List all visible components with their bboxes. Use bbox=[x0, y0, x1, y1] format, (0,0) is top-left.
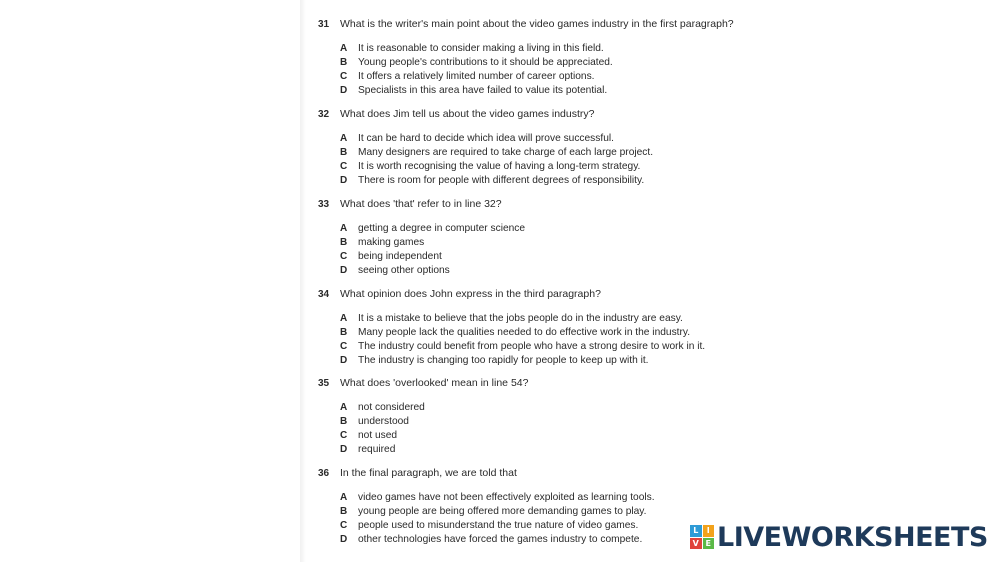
option-text: getting a degree in computer science bbox=[358, 223, 526, 234]
option-letter: C bbox=[340, 71, 348, 82]
option-text: It is worth recognising the value of having a long-term strategy. bbox=[358, 161, 641, 172]
logo-badge-letter: I bbox=[703, 525, 715, 537]
option-letter: C bbox=[340, 520, 348, 531]
question-33 bbox=[318, 198, 778, 279]
logo-badge-letter: L bbox=[690, 525, 702, 537]
option-a[interactable] bbox=[340, 402, 778, 416]
option-d[interactable] bbox=[340, 355, 778, 369]
option-d[interactable] bbox=[340, 265, 778, 279]
option-d[interactable] bbox=[340, 444, 778, 458]
question-text: What opinion does John express in the third paragraph? bbox=[340, 288, 601, 300]
option-d[interactable] bbox=[340, 175, 778, 189]
question-header bbox=[318, 288, 778, 302]
answer-options bbox=[340, 223, 778, 279]
option-c[interactable] bbox=[340, 251, 778, 265]
option-text: It offers a relatively limited number of career options. bbox=[358, 71, 595, 82]
option-text: people used to misunderstand the true nature of video games. bbox=[358, 520, 639, 531]
question-text: What is the writer's main point about the video games industry in the first paragraph? bbox=[340, 18, 734, 30]
question-header bbox=[318, 198, 778, 212]
option-text: It is a mistake to believe that the jobs people do in the industry are easy. bbox=[358, 313, 683, 324]
option-letter: C bbox=[340, 251, 348, 262]
option-letter: B bbox=[340, 416, 348, 427]
option-letter: A bbox=[340, 402, 348, 413]
answer-options bbox=[340, 402, 778, 458]
question-number: 33 bbox=[318, 199, 330, 210]
option-letter: D bbox=[340, 85, 348, 96]
option-b[interactable] bbox=[340, 147, 778, 161]
option-letter: A bbox=[340, 313, 348, 324]
option-text: Many people lack the qualities needed to do effective work in the industry. bbox=[358, 327, 691, 338]
option-text: It is reasonable to consider making a living in this field. bbox=[358, 43, 604, 54]
question-35 bbox=[318, 377, 778, 458]
option-letter: D bbox=[340, 444, 348, 455]
option-letter: A bbox=[340, 43, 348, 54]
option-b[interactable] bbox=[340, 416, 778, 430]
option-b[interactable] bbox=[340, 327, 778, 341]
question-text: What does Jim tell us about the video games industry? bbox=[340, 108, 595, 120]
option-letter: B bbox=[340, 147, 348, 158]
option-letter: A bbox=[340, 223, 348, 234]
option-letter: B bbox=[340, 57, 348, 68]
option-a[interactable] bbox=[340, 313, 778, 327]
option-letter: A bbox=[340, 133, 348, 144]
logo-badge-icon bbox=[690, 525, 714, 549]
option-text: There is room for people with different degrees of responsibility. bbox=[358, 175, 645, 186]
option-d[interactable] bbox=[340, 85, 778, 99]
question-number: 31 bbox=[318, 19, 330, 30]
option-c[interactable] bbox=[340, 71, 778, 85]
question-text: What does 'that' refer to in line 32? bbox=[340, 198, 502, 210]
question-text: In the final paragraph, we are told that bbox=[340, 467, 517, 479]
question-31 bbox=[318, 18, 778, 99]
option-text: other technologies have forced the games industry to compete. bbox=[358, 534, 643, 545]
option-text: making games bbox=[358, 237, 425, 248]
option-c[interactable] bbox=[340, 161, 778, 175]
answer-options bbox=[340, 313, 778, 369]
question-header bbox=[318, 108, 778, 122]
option-b[interactable] bbox=[340, 57, 778, 71]
option-c[interactable] bbox=[340, 341, 778, 355]
answer-options bbox=[340, 43, 778, 99]
option-b[interactable] bbox=[340, 506, 778, 520]
option-text: not considered bbox=[358, 402, 425, 413]
option-text: understood bbox=[358, 416, 409, 427]
logo-badge-letter: V bbox=[690, 538, 702, 550]
option-letter: D bbox=[340, 175, 348, 186]
option-text: seeing other options bbox=[358, 265, 450, 276]
scan-edge-shadow bbox=[300, 0, 306, 562]
option-letter: D bbox=[340, 355, 348, 366]
question-number: 32 bbox=[318, 109, 330, 120]
option-a[interactable] bbox=[340, 223, 778, 237]
option-text: young people are being offered more demanding games to play. bbox=[358, 506, 647, 517]
option-letter: B bbox=[340, 327, 348, 338]
question-header bbox=[318, 18, 778, 32]
option-letter: A bbox=[340, 492, 348, 503]
option-letter: D bbox=[340, 265, 348, 276]
option-text: Many designers are required to take charge of each large project. bbox=[358, 147, 654, 158]
option-text: not used bbox=[358, 430, 398, 441]
option-a[interactable] bbox=[340, 43, 778, 57]
option-text: The industry could benefit from people who have a strong desire to work in it. bbox=[358, 341, 706, 352]
question-number: 36 bbox=[318, 468, 330, 479]
option-letter: C bbox=[340, 430, 348, 441]
option-text: required bbox=[358, 444, 396, 455]
option-a[interactable] bbox=[340, 133, 778, 147]
option-text: Young people's contributions to it should be appreciated. bbox=[358, 57, 613, 68]
option-text: being independent bbox=[358, 251, 442, 262]
liveworksheets-logo bbox=[690, 521, 988, 553]
option-c[interactable] bbox=[340, 430, 778, 444]
question-number: 34 bbox=[318, 289, 330, 300]
question-number: 35 bbox=[318, 378, 330, 389]
question-text: What does 'overlooked' mean in line 54? bbox=[340, 377, 529, 389]
logo-badge-letter: E bbox=[703, 538, 715, 550]
question-header bbox=[318, 377, 778, 391]
question-32 bbox=[318, 108, 778, 189]
option-text: It can be hard to decide which idea will prove successful. bbox=[358, 133, 614, 144]
option-text: The industry is changing too rapidly for people to keep up with it. bbox=[358, 355, 649, 366]
option-text: Specialists in this area have failed to value its potential. bbox=[358, 85, 608, 96]
option-letter: D bbox=[340, 534, 348, 545]
option-letter: B bbox=[340, 506, 348, 517]
question-header bbox=[318, 467, 778, 481]
option-b[interactable] bbox=[340, 237, 778, 251]
question-34 bbox=[318, 288, 778, 369]
option-text: video games have not been effectively exploited as learning tools. bbox=[358, 492, 655, 503]
option-letter: C bbox=[340, 161, 348, 172]
option-letter: B bbox=[340, 237, 348, 248]
logo-text: LIVEWORKSHEETS bbox=[717, 521, 988, 553]
answer-options bbox=[340, 133, 778, 189]
option-letter: C bbox=[340, 341, 348, 352]
option-a[interactable] bbox=[340, 492, 778, 506]
